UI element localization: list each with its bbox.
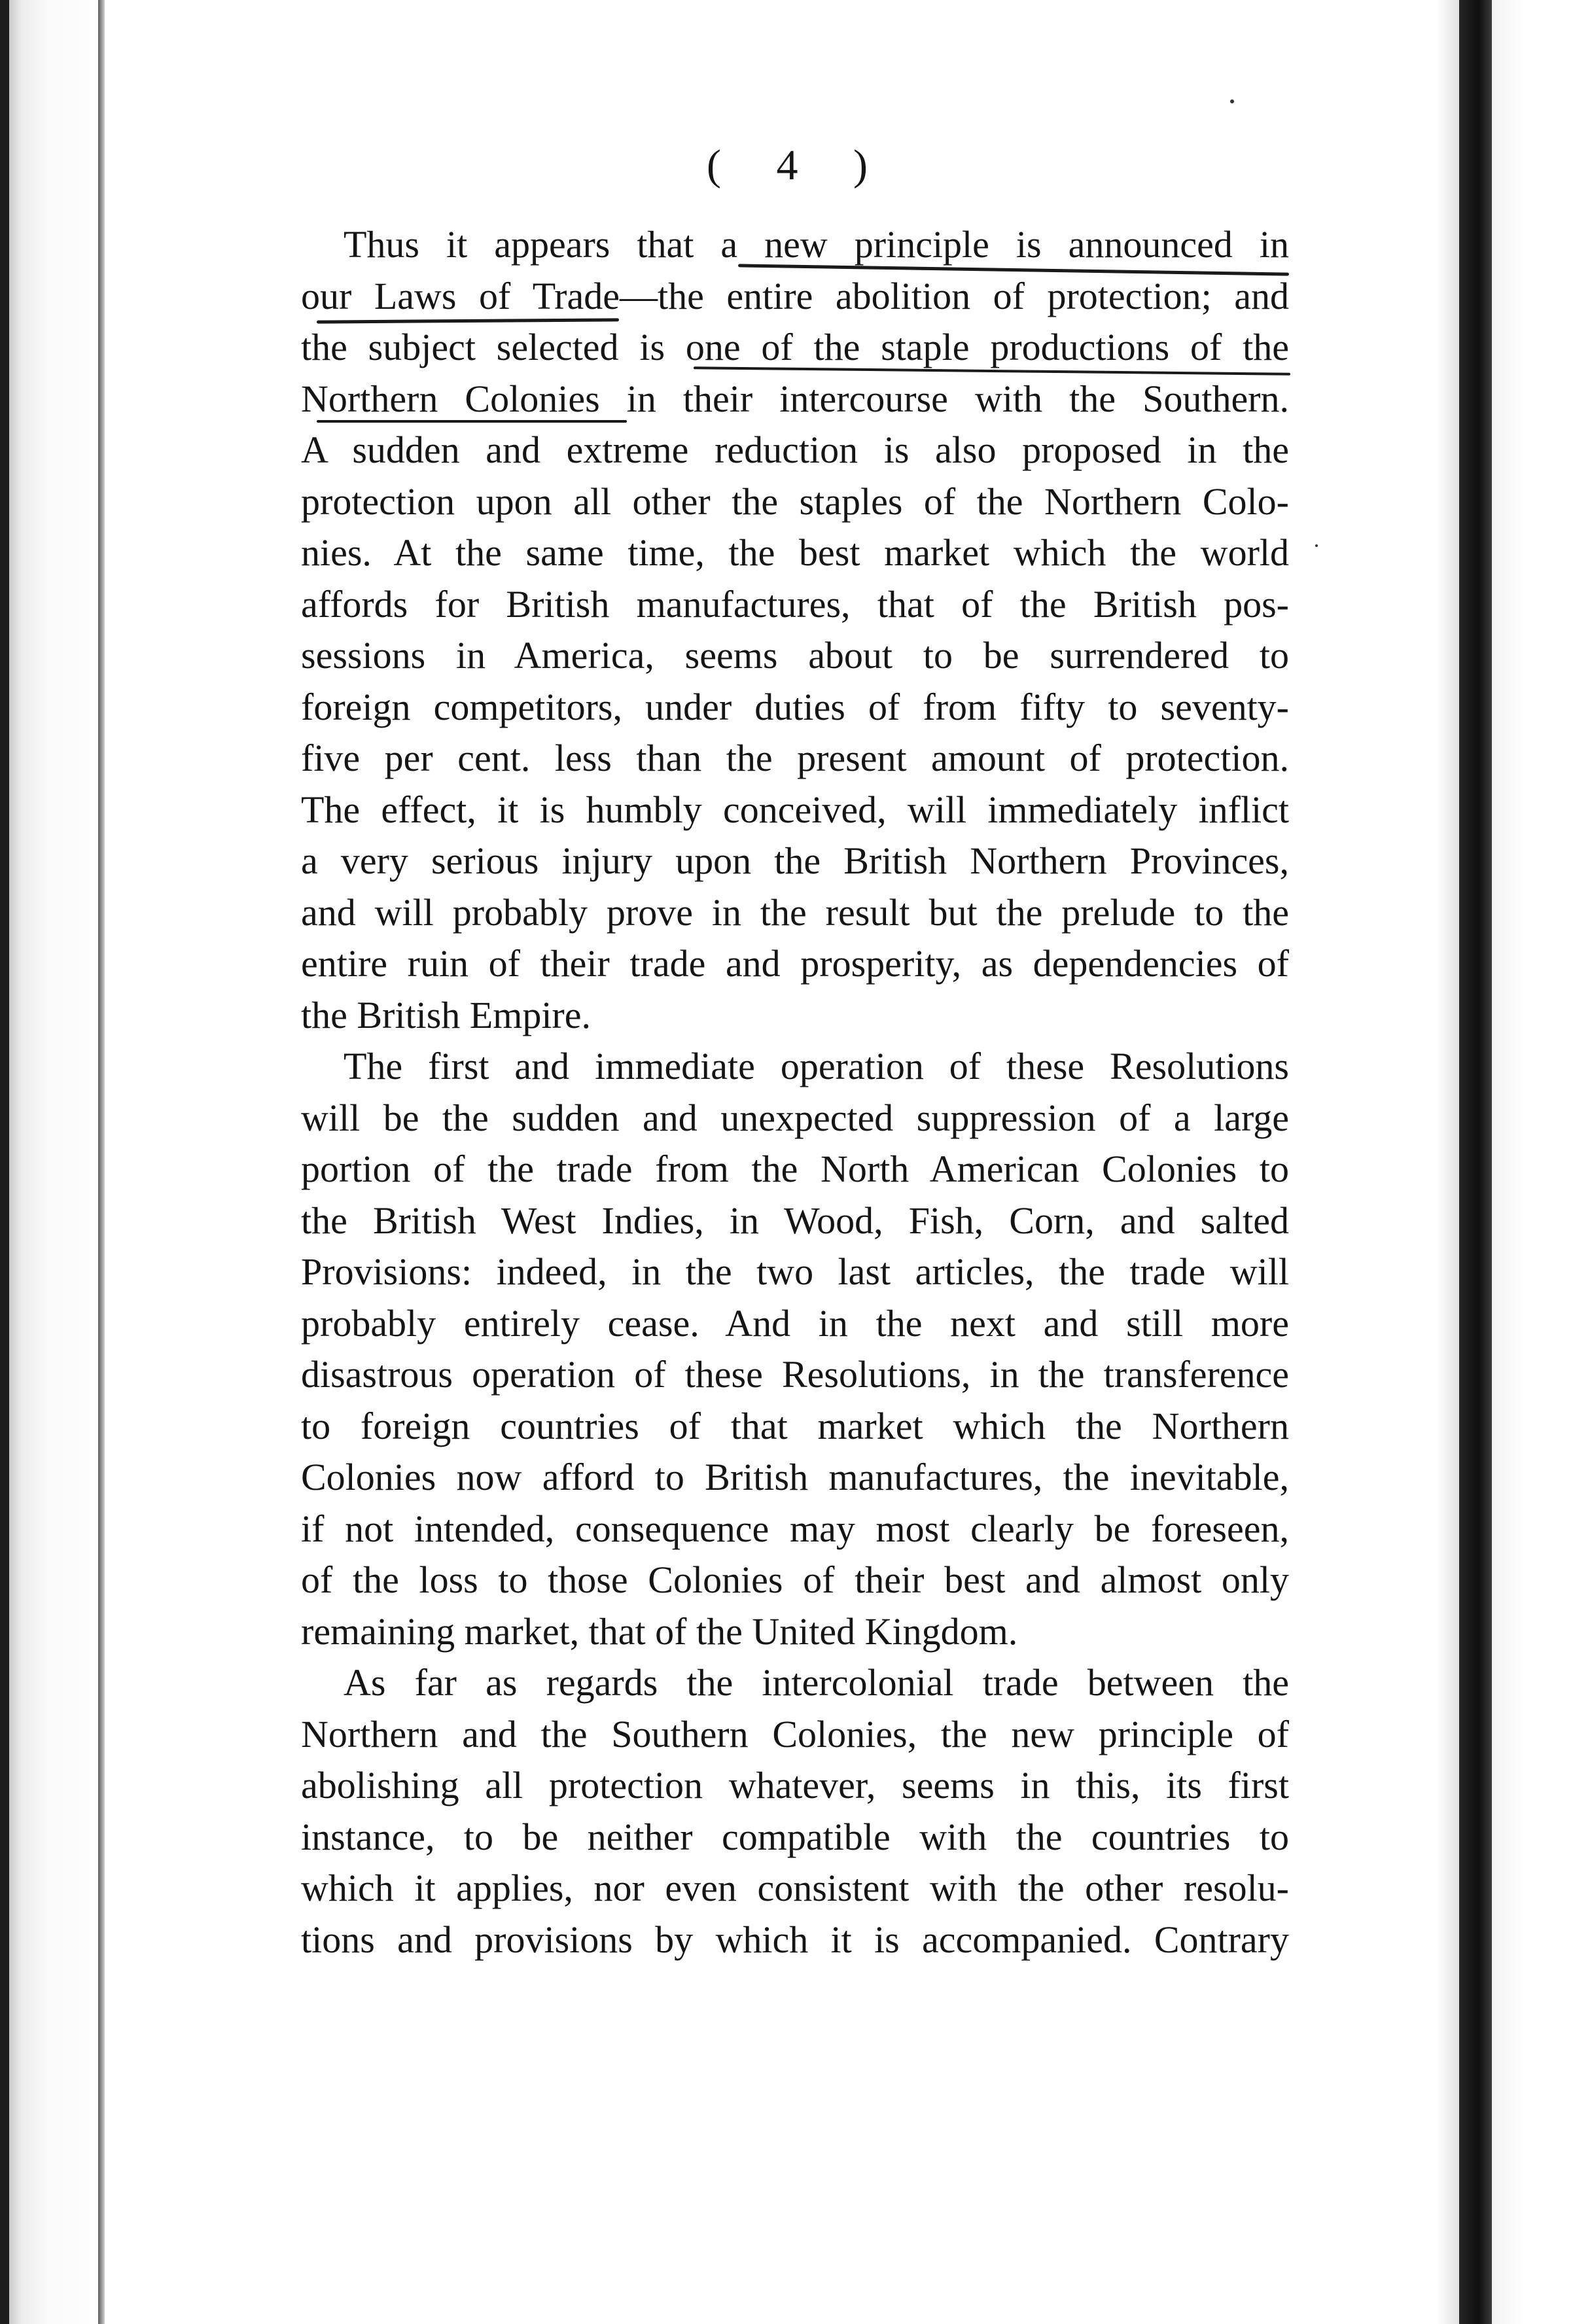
text-line: and will probably prove in the result but the prelude to the — [301, 890, 1289, 934]
handwritten-underline — [317, 420, 627, 423]
text-line: Provisions: indeed, in the two last articles, the trade will — [301, 1250, 1289, 1293]
text-line: protection upon all other the staples of the Northern Colo- — [301, 480, 1289, 523]
text-line: disastrous operation of these Resolutions, in the transference — [301, 1353, 1289, 1396]
text-line: Thus it appears that a new principle is announced in — [344, 223, 1289, 266]
text-line: sessions in America, seems about to be surrendered to — [301, 634, 1289, 677]
text-line: A sudden and extreme reduction is also proposed in the — [301, 429, 1289, 471]
text-line: Northern Colonies in their intercourse with the Southern. — [301, 377, 1289, 420]
text-line: foreign competitors, under duties of from fifty to seventy- — [301, 685, 1289, 728]
text-line: tions and provisions by which it is accompanied. Contrary — [301, 1918, 1289, 1961]
text-line: the subject selected is one of the staple productions of the — [301, 326, 1289, 368]
text-line: our Laws of Trade—the entire abolition of protection; and — [301, 274, 1289, 317]
paragraph — [301, 1041, 1289, 1657]
scan-right-gutter — [1436, 0, 1459, 2324]
scan-right-edge — [1459, 0, 1492, 2324]
text-line: As far as regards the intercolonial trade between the — [344, 1661, 1289, 1704]
text-line: of the loss to those Colonies of their best and almost only — [301, 1558, 1289, 1601]
paragraph — [301, 219, 1289, 1041]
text-line: the British Empire. — [301, 993, 591, 1036]
text-line: abolishing all protection whatever, seems in this, its first — [301, 1764, 1289, 1806]
text-line: which it applies, nor even consistent with the other resolu- — [301, 1867, 1289, 1909]
scan-right-strip — [1492, 0, 1573, 2324]
scan-left-edge — [0, 0, 9, 2324]
text-line: affords for British manufactures, that of the British pos- — [301, 582, 1289, 625]
text-line: to foreign countries of that market which the Northern — [301, 1404, 1289, 1447]
text-line: a very serious injury upon the British Northern Provinces, — [301, 839, 1289, 882]
text-line: instance, to be neither compatible with the countries to — [301, 1815, 1289, 1858]
text-line: if not intended, consequence may most clearly be foreseen, — [301, 1507, 1289, 1550]
text-line: Northern and the Southern Colonies, the new principle of — [301, 1712, 1289, 1755]
scan-left-gutter — [9, 0, 107, 2324]
text-line: nies. At the same time, the best market which the world — [301, 531, 1289, 574]
text-line: portion of the trade from the North American Colonies to — [301, 1148, 1289, 1190]
text-line: five per cent. less than the present amount of protection. — [301, 737, 1289, 779]
text-line: Colonies now afford to British manufactures, the inevitable, — [301, 1456, 1289, 1498]
scan-left-binding-shadow — [98, 0, 105, 2324]
text-line: remaining market, that of the United Kingdom. — [301, 1610, 1018, 1653]
text-line: The first and immediate operation of these Resolutions — [344, 1045, 1289, 1087]
text-line: The effect, it is humbly conceived, will immediately inflict — [301, 788, 1289, 831]
text-line: probably entirely cease. And in the next and still more — [301, 1301, 1289, 1345]
page-text — [301, 219, 1289, 1965]
text-line: the British West Indies, in Wood, Fish, Corn, and salted — [301, 1199, 1289, 1242]
text-line: entire ruin of their trade and prosperity, as dependencies of — [301, 942, 1289, 985]
page-number: ( 4 ) — [707, 141, 890, 189]
ink-speck — [1315, 544, 1318, 547]
ink-speck — [1230, 99, 1234, 103]
paragraph — [301, 1657, 1289, 1965]
text-line: will be the sudden and unexpected suppression of a large — [301, 1096, 1289, 1139]
